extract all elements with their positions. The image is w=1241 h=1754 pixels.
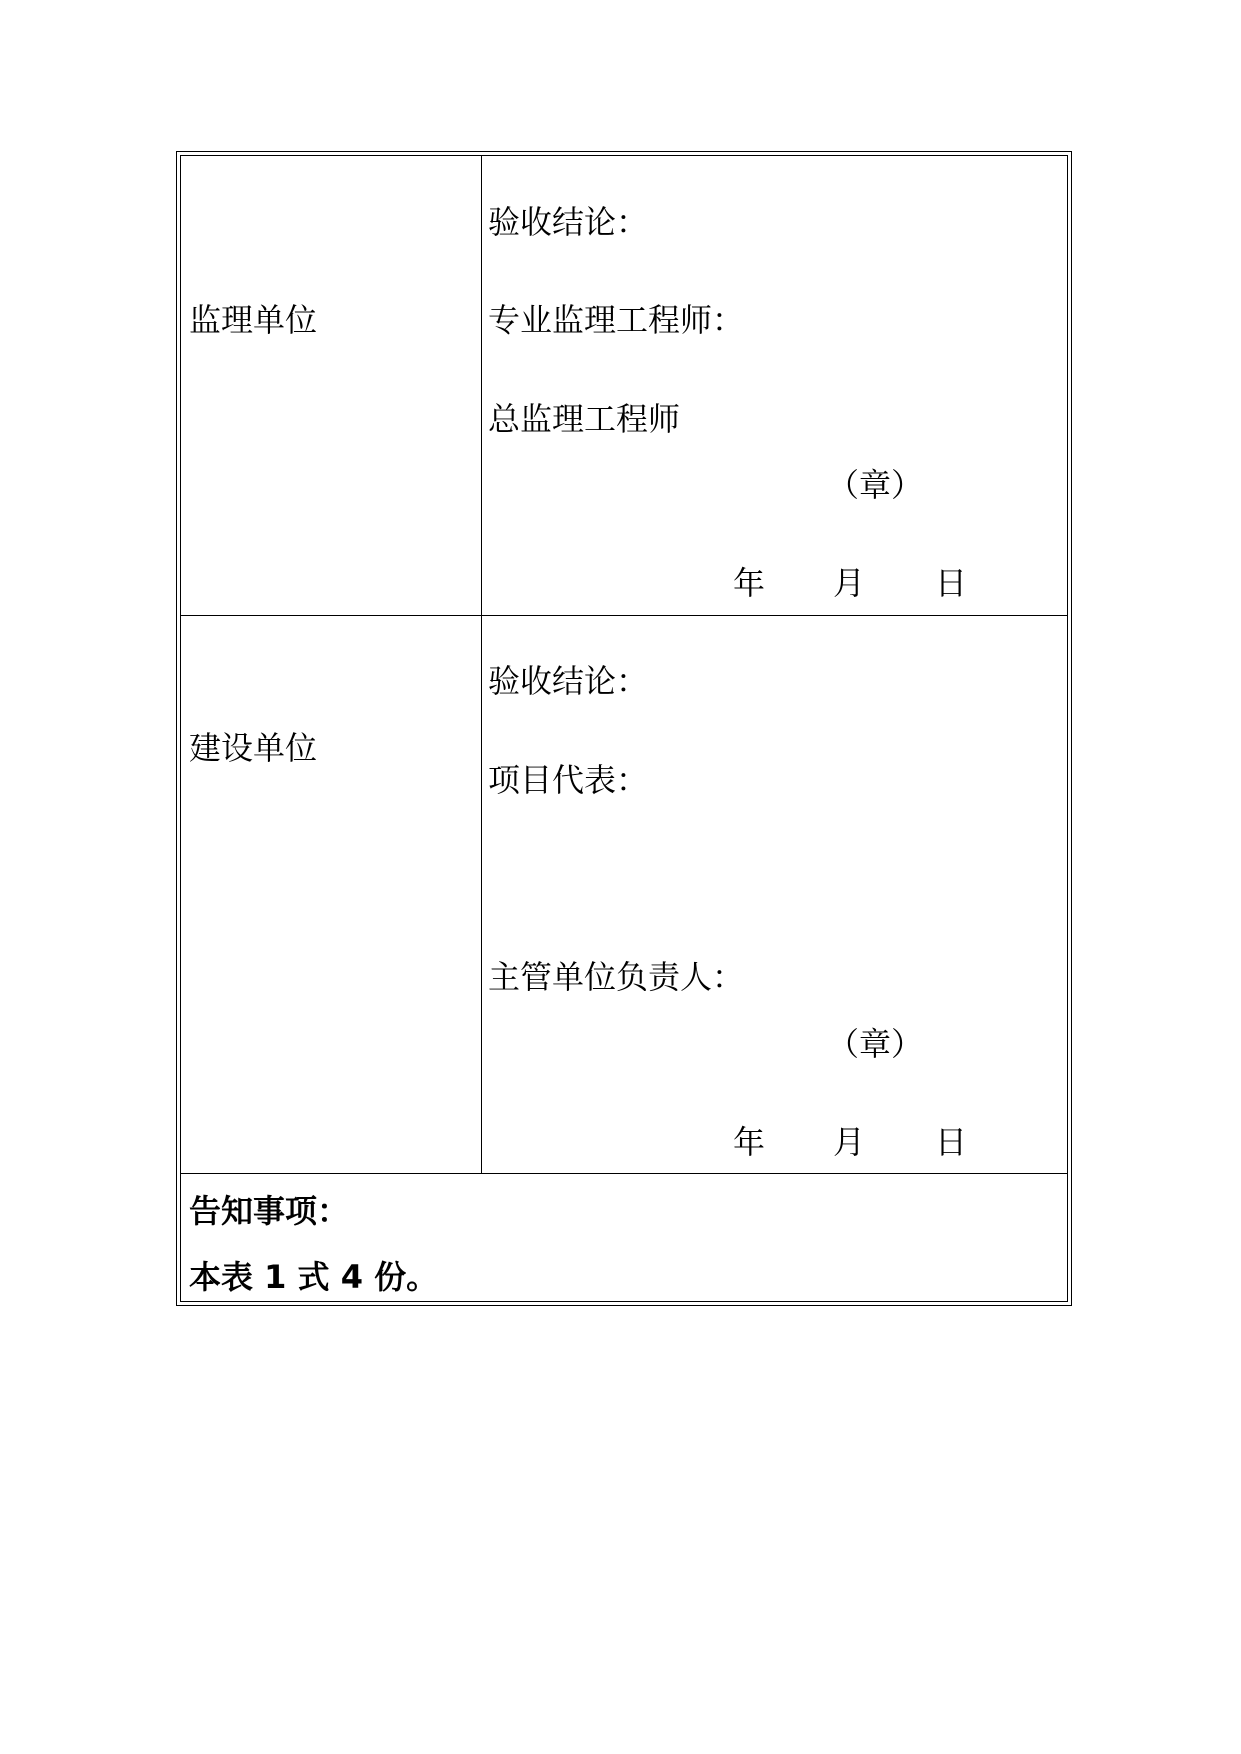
supervision-month-label: 月 bbox=[833, 564, 866, 602]
construction-month-label: 月 bbox=[833, 1123, 866, 1161]
manager-label: 主管单位负责人： bbox=[488, 958, 745, 996]
supervision-seal-label: （章） bbox=[827, 466, 924, 504]
construction-seal-label: （章） bbox=[827, 1025, 924, 1063]
chief-engineer-label: 总监理工程师 bbox=[488, 400, 681, 438]
project-rep-label: 项目代表： bbox=[488, 761, 649, 799]
construction-unit-label: 建设单位 bbox=[189, 729, 318, 767]
supervision-day-label: 日 bbox=[935, 564, 968, 602]
notice-title: 告知事项： bbox=[189, 1192, 350, 1230]
notice-copies-text: 本表 1 式 4 份。 bbox=[189, 1258, 439, 1296]
construction-year-label: 年 bbox=[733, 1123, 766, 1161]
supervision-conclusion-label: 验收结论： bbox=[488, 203, 649, 241]
row-divider-1 bbox=[181, 615, 1067, 616]
specialty-engineer-label: 专业监理工程师： bbox=[488, 301, 745, 339]
column-divider bbox=[481, 156, 482, 1173]
construction-conclusion-label: 验收结论： bbox=[488, 662, 649, 700]
supervision-unit-label: 监理单位 bbox=[189, 301, 318, 339]
supervision-year-label: 年 bbox=[733, 564, 766, 602]
construction-day-label: 日 bbox=[935, 1123, 968, 1161]
row-divider-2 bbox=[181, 1173, 1067, 1174]
